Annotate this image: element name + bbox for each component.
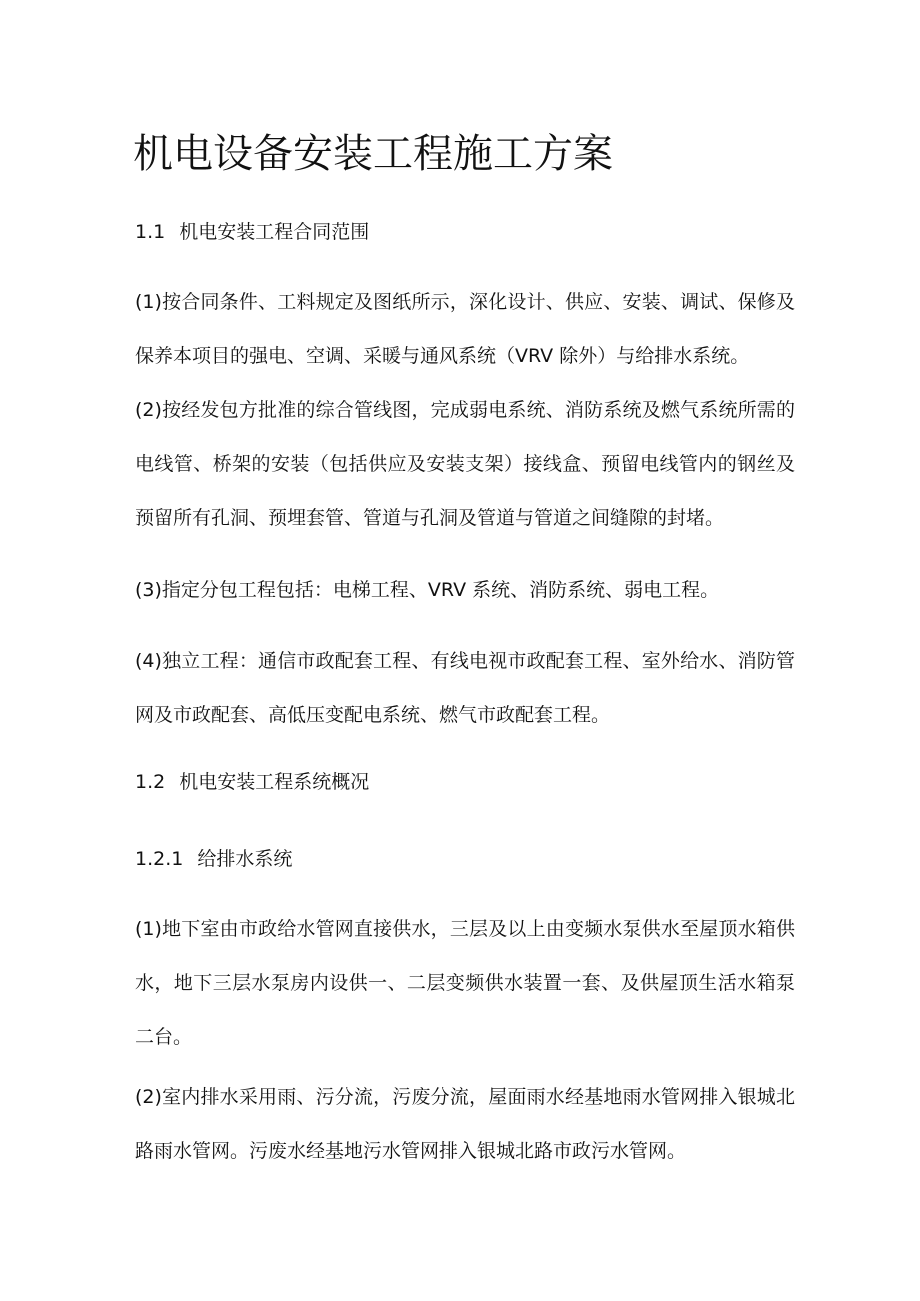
section-title: 机电安装工程合同范围 (179, 221, 370, 243)
section-title: 机电安装工程系统概况 (179, 771, 370, 793)
section-title: 给排水系统 (197, 848, 293, 870)
section-number: 1.2.1 (135, 848, 184, 870)
paragraph-1-1-item-4: (4)独立工程：通信市政配套工程、有线电视市政配套工程、室外给水、消防管网及市政配套、高低压变配电系统、燃气市政配套工程。 (135, 650, 795, 726)
section-heading-1-2-1 (135, 845, 292, 873)
section-heading-1-2 (135, 768, 369, 796)
paragraph-1-1-item-1: (1)按合同条件、工料规定及图纸所示，深化设计、供应、安装、调试、保修及保养本项目的强电、空调、采暖与通风系统（VRV 除外）与给排水系统。 (135, 291, 795, 367)
paragraph-1-1-item-3: (3)指定分包工程包括：电梯工程、VRV 系统、消防系统、弱电工程。 (135, 579, 720, 601)
section-heading-1-1 (135, 218, 369, 246)
paragraph-1-1-item-2: (2)按经发包方批准的综合管线图，完成弱电系统、消防系统及燃气系统所需的电线管、桥架的安装（包括供应及安装支架）接线盒、预留电线管内的钢丝及预留所有孔洞、预埋套管、管道与孔洞及管道与管道之间缝隙的封堵。 (135, 399, 795, 529)
section-number: 1.1 (135, 221, 166, 243)
document-title: 机电设备安装工程施工方案 (133, 131, 613, 177)
paragraph-1-2-1-item-2: (2)室内排水采用雨、污分流，污废分流，屋面雨水经基地雨水管网排入银城北路雨水管网。污废水经基地污水管网排入银城北路市政污水管网。 (135, 1086, 795, 1162)
paragraph-1-2-1-item-1: (1)地下室由市政给水管网直接供水，三层及以上由变频水泵供水至屋顶水箱供水，地下三层水泵房内设供一、二层变频供水装置一套、及供屋顶生活水箱泵二台。 (135, 918, 795, 1048)
section-number: 1.2 (135, 771, 166, 793)
